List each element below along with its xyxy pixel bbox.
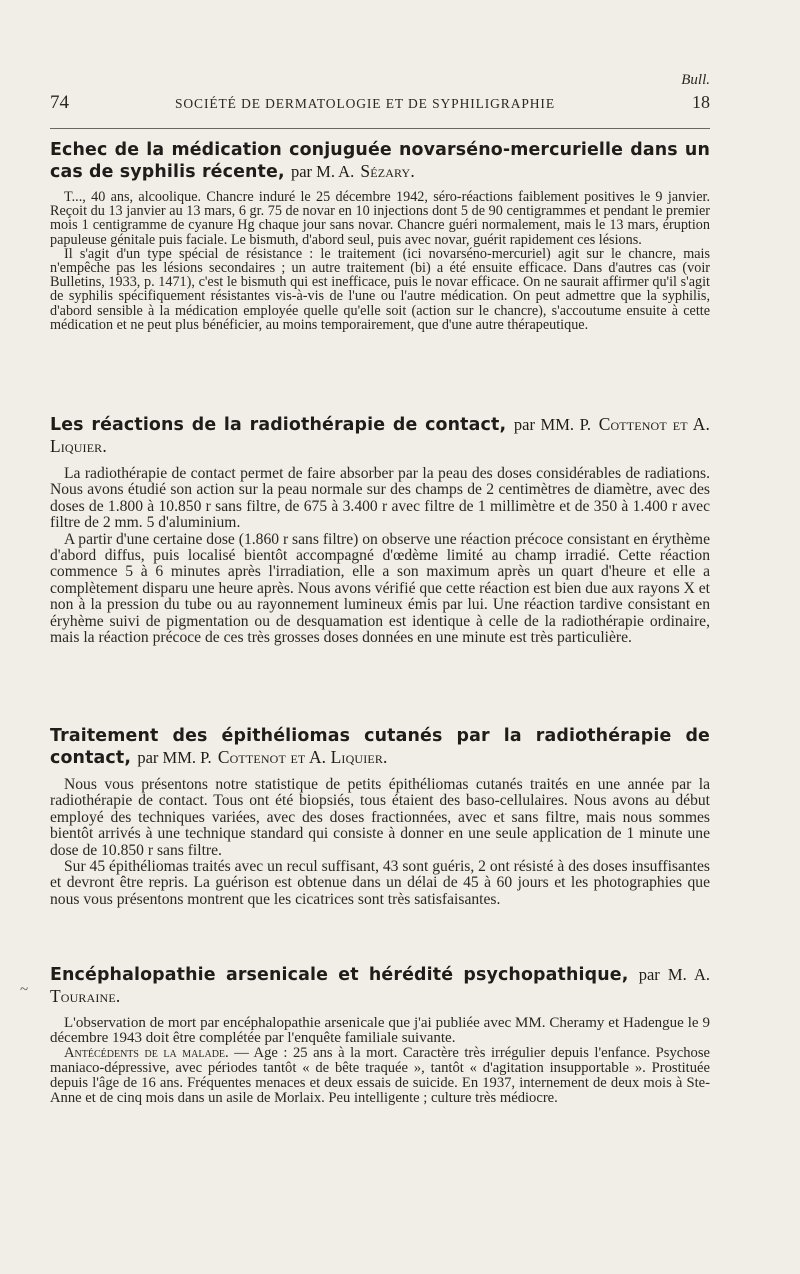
article-3-authors: Cottenot et A. Liquier. [217, 747, 388, 767]
paragraph: L'observation de mort par encéphalopathie arsenicale que j'ai publiée avec MM. Cheramy et Hadengue le 9 décembre 1943 doit être complétée par l'enquête familiale suivante. [50, 1015, 710, 1047]
article-2-title: Les réactions de la radiothérapie de contact, par MM. P. Cottenot et A. Liquier. [50, 414, 710, 456]
article-4-authors: Touraine. [50, 986, 121, 1006]
article-2-authors: Cottenot et A. Liquier. [50, 414, 710, 456]
article-4 [50, 964, 710, 1106]
article-2 [50, 414, 710, 646]
paragraph: La radiothérapie de contact permet de faire absorber par la peau des doses considérables de radiations. Nous avons étudié son action sur la peau normale sur des champs de 2 centimètres de diamètre, avec des doses de 1.800 à 10.850 r sans filtre, de 675 à 3.400 r avec filtre de 1 millimètre et de 350 à 1.400 r avec filtre de 2 mm. 5 d'aluminium. [50, 465, 710, 532]
running-title: SOCIÉTÉ DE DERMATOLOGIE ET DE SYPHILIGRAPHIE [175, 96, 555, 111]
article-4-title: Encéphalopathie arsenicale et hérédité psychopathique, par M. A. Touraine. [50, 965, 710, 1006]
paragraph: Sur 45 épithéliomas traités avec un recul suffisant, 43 sont guéris, 2 ont résisté à des doses insuffisantes et devront être repris. La guérison est obtenue dans un délai de 45 à 60 jours et les photographies que nous vous présentons montrent que les cicatrices sont très satisfaisantes. [50, 858, 711, 908]
article-3-title: Traitement des épithéliomas cutanés par la radiothérapie de contact, par MM. P. Cottenot et A. Liquier. [50, 726, 710, 768]
page-number: 74 [50, 92, 69, 113]
article-3 [50, 726, 710, 908]
lead-text: — Age : 25 ans à la mort. Caractère très irrégulier depuis l'enfance. Psychose maniaco-dépressive, avec périodes tantôt « de bête traquée », tantôt « d'agitation insupportable ». Prostituée depuis l'âge de 16 ans. Fréquentes menaces et deux essais de suicide. En 1937, internement de deux mois à Ste-Anne et de cinq mois dans un asile de Morlaix. Peu intelligente ; culture très médiocre. [50, 1045, 710, 1107]
handwritten-note: Bull. [681, 72, 710, 88]
paragraph: Il s'agit d'un type spécial de résistance : le traitement (ici novarséno-mercuriel) agit sur le chancre, mais n'empêche pas les lésions secondaires ; un autre traitement (bi) a été ensuite efficace. Dans d'autres cas (voir Bulletins, 1933, p. 1471), c'est le bismuth qui est inefficace, puis le novar efficace. On ne saurait affirmer qu'il s'agit de syphilis spécifiquement résistantes vis-à-vis de l'une ou l'autre médication. On peut admettre que la syphilis, d'abord sensible à la médication employée quelle qu'elle soit (action sur le chancre), s'accoutume ensuite à cette médication et ne peut plus bénéficier, au moins temporairement, que d'une autre thérapeutique. [50, 245, 710, 333]
article-2-byline: par MM. P. [513, 415, 592, 434]
article-1-title: Echec de la médication conjuguée novarséno-mercurielle dans un cas de syphilis récente, par M. A. Sézary. [50, 140, 710, 182]
margin-mark: ~ [20, 982, 29, 998]
paragraph [50, 1046, 710, 1106]
header-rule [50, 128, 710, 129]
issue-number: 18 [692, 92, 710, 112]
article-4-byline: par M. A. [638, 965, 710, 984]
article-1 [50, 140, 710, 332]
paragraph: A partir d'une certaine dose (1.860 r sans filtre) on observe une réaction précoce consistant en érythème d'abord diffus, puis localisé bientôt accompagné d'œdème limité au champ irradié. Cette réaction commence 5 à 6 minutes après l'irradiation, elle a son maximum après un quart d'heure et elle a complètement disparu une heure après. Nous avons vérifié que cette réaction est bien due aux rayons X et non à la pression du tube ou au rayonnement lumineux émis par lui. Une réaction tardive consistant en éryhème suivi de pigmentation ou de desquamation est identique à celle de la radiothérapie ordinaire, mais la réaction précoce de ces très grosses doses données en une minute est très particulière. [50, 530, 710, 647]
article-1-byline: par M. A. [290, 162, 355, 181]
article-3-byline: par MM. P. [137, 748, 212, 767]
paragraph: Nous vous présentons notre statistique de petits épithéliomas cutanés traités en une année par la radiothérapie de contact. Tous ont été biopsiés, tous étaient des baso-cellulaires. Nous avons au début employé des techniques variées, avec des doses fractionnées, avec et sans filtre, mais nous sommes bientôt arrivés à une technique standard qui consiste à donner en une seule application de 1 minute une dose de 10.850 r sans filtre. [50, 776, 710, 859]
lead-label: Antécédents de la malade. [64, 1045, 229, 1062]
paragraph: T..., 40 ans, alcoolique. Chancre induré le 25 décembre 1942, séro-réactions faiblement positives le 9 janvier. Reçoit du 13 janvier au 13 mars, 6 gr. 75 de novar en 10 injections dont 5 de 90 centigrammes et pendant le premier mois 1 centigramme de cyanure Hg chaque jour sans novar. Chancre guéri normalement, mais le 13 mars, éruption papuleuse génitale puis faciale. Le bismuth, d'abord seul, puis avec novar, guérit rapidement ces lésions. [50, 189, 710, 248]
article-1-authors: Sézary. [360, 161, 415, 181]
page-header [50, 94, 710, 114]
